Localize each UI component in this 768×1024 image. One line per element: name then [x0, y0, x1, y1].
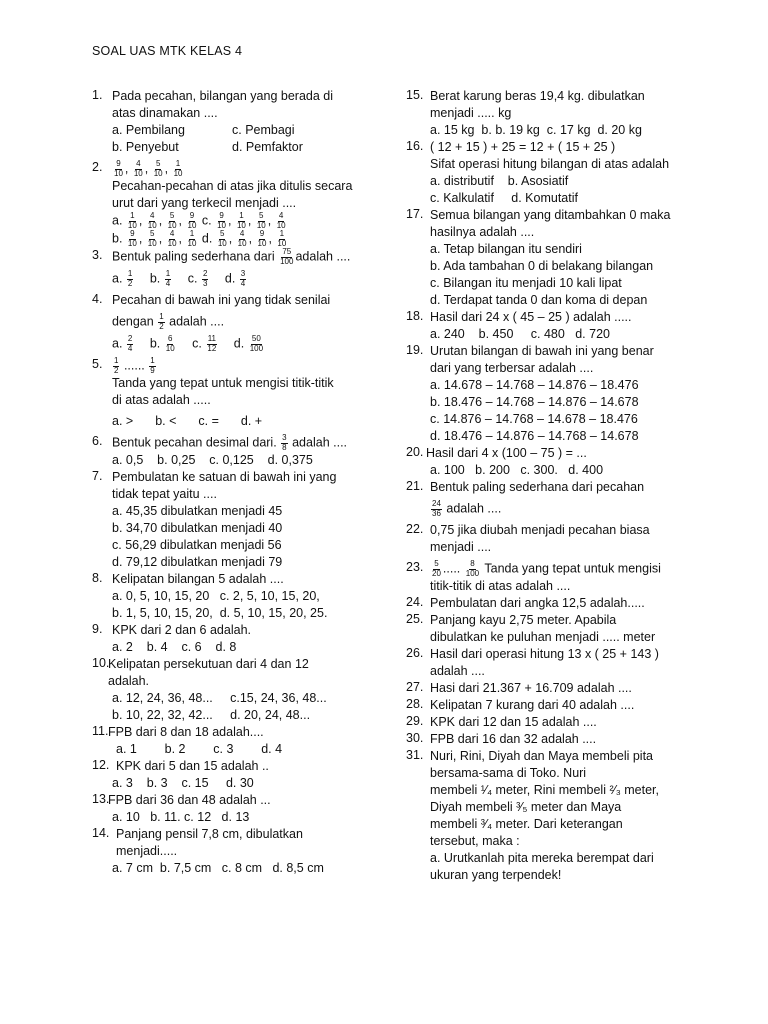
question-23 — [406, 560, 706, 595]
question-20 — [406, 445, 706, 479]
question-number: 2. — [92, 160, 103, 174]
option-b: b. Ada tambahan 0 di belakang bilangan — [430, 259, 654, 273]
options: a. $\frac{1}{2}$ b. $\frac{1}{4}$ c. $\frac{2}{3}$ d. $\frac{3}{4}$ — [112, 269, 246, 288]
question-number: 29. — [406, 714, 424, 728]
question-5 — [92, 357, 392, 430]
question-text: Semua bilangan yang ditambahkan 0 maka — [430, 208, 671, 222]
question-number: 4. — [92, 292, 103, 306]
right-column — [406, 88, 706, 884]
question-17 — [406, 207, 706, 309]
question-text: FPB dari 16 dan 32 adalah .... — [430, 732, 597, 746]
question-25 — [406, 612, 706, 646]
option-d: d. 79,12 dibulatkan menjadi 79 — [112, 555, 283, 569]
question-number: 22. — [406, 522, 424, 536]
question-number: 20. — [406, 445, 424, 459]
question-8 — [92, 571, 392, 622]
options: a. 0,5 b. 0,25 c. 0,125 d. 0,375 — [112, 453, 313, 467]
question-text: a. Urutkanlah pita mereka berempat dari — [430, 851, 654, 865]
question-number: 25. — [406, 612, 424, 626]
question-text: Pembulatan dari angka 12,5 adalah..... — [430, 596, 645, 610]
question-3 — [92, 248, 392, 288]
question-text: adalah. — [108, 674, 150, 688]
question-text: dibulatkan ke puluhan menjadi ..... meter — [430, 630, 656, 644]
question-text: Pecahan di bawah ini yang tidak senilai — [112, 293, 331, 307]
question-text: $\frac{5}{20}$ ..... $\frac{8}{100}$ Tanda yang tepat untuk mengisi — [432, 559, 661, 578]
question-text: menjadi ..... kg — [430, 106, 512, 120]
options-bd: b. 1, 5, 10, 15, 20, d. 5, 10, 15, 20, 25. — [112, 606, 328, 620]
question-text: ukuran yang terpendek! — [430, 868, 562, 882]
question-text: Pembulatan ke satuan di bawah ini yang — [112, 470, 337, 484]
option-a: a. Pembilang — [112, 123, 185, 137]
option-b: b. 18.476 – 14.768 – 14.876 – 14.678 — [430, 395, 639, 409]
option-a: a. 45,35 dibulatkan menjadi 45 — [112, 504, 283, 518]
option-c: c. 14.876 – 14.768 – 14.678 – 18.476 — [430, 412, 638, 426]
fraction-list: $\frac{9}{10}$ , $\frac{4}{10}$ , $\frac{5}{10}$ , $\frac{1}{10}$ — [114, 159, 183, 178]
question-29 — [406, 714, 706, 731]
question-31 — [406, 748, 706, 884]
left-column — [92, 88, 392, 877]
options: a. $\frac{2}{4}$ b. $\frac{6}{10}$ c. $\frac{11}{12}$ d. $\frac{50}{100}$ — [112, 334, 264, 353]
question-text: Hasil dari 24 x ( 45 – 25 ) adalah ..... — [430, 310, 632, 324]
question-24 — [406, 595, 706, 612]
question-11 — [92, 724, 392, 758]
question-text: 0,75 jika diubah menjadi pecahan biasa — [430, 523, 650, 537]
question-text: tidak tepat yaitu .... — [112, 487, 217, 501]
question-28 — [406, 697, 706, 714]
question-text: dari yang terbersar adalah .... — [430, 361, 594, 375]
question-18 — [406, 309, 706, 343]
options-ac: a. 12, 24, 36, 48... c.15, 24, 36, 48... — [112, 691, 327, 705]
option-d: d. Pemfaktor — [232, 140, 303, 154]
question-text: urut dari yang terkecil menjadi .... — [112, 196, 297, 210]
question-text: Panjang kayu 2,75 meter. Apabila — [430, 613, 617, 627]
options: a. > b. < c. = d. + — [112, 414, 263, 428]
question-number: 6. — [92, 434, 103, 448]
question-text: di atas adalah ..... — [112, 393, 211, 407]
question-number: 13. — [92, 792, 110, 806]
options: a. 100 b. 200 c. 300. d. 400 — [430, 463, 604, 477]
question-number: 21. — [406, 479, 424, 493]
question-text: menjadi .... — [430, 540, 492, 554]
question-number: 23. — [406, 560, 424, 574]
question-1 — [92, 88, 392, 156]
question-text: Hasil dari operasi hitung 13 x ( 25 + 143 ) — [430, 647, 659, 661]
fraction-comparison: $\frac{1}{2}$ ...... $\frac{1}{9}$ — [114, 356, 155, 375]
question-text: atas dinamakan .... — [112, 106, 218, 120]
question-number: 15. — [406, 88, 424, 102]
option-b: b. Penyebut — [112, 140, 179, 154]
question-number: 3. — [92, 248, 103, 262]
options: a. 1 b. 2 c. 3 d. 4 — [116, 742, 283, 756]
question-26 — [406, 646, 706, 680]
question-number: 7. — [92, 469, 103, 483]
question-number: 18. — [406, 309, 424, 323]
question-text: menjadi..... — [116, 844, 178, 858]
options: a. 7 cm b. 7,5 cm c. 8 cm d. 8,5 cm — [112, 861, 324, 875]
question-text: Bentuk paling sederhana dari $\frac{75}{100}$ adalah .... — [112, 247, 351, 266]
question-number: 1. — [92, 88, 103, 102]
option-d: d. Terdapat tanda 0 dan koma di depan — [430, 293, 648, 307]
question-number: 27. — [406, 680, 424, 694]
question-27 — [406, 680, 706, 697]
question-text: Pada pecahan, bilangan yang berada di — [112, 89, 334, 103]
question-number: 5. — [92, 357, 103, 371]
options: a. 15 kg b. b. 19 kg c. 17 kg d. 20 kg — [430, 123, 642, 137]
question-19 — [406, 343, 706, 445]
question-number: 9. — [92, 622, 103, 636]
options: a. 10 b. 11. c. 12 d. 13 — [112, 810, 250, 824]
options-bd: b. $\frac{9}{10}$ , $\frac{5}{10}$ , $\frac{4}{10}$ , $\frac{1}{10}$ d. $\frac{5}{10}$ , $\frac{4}{10}$ , $\frac{9}{10}$ , $\frac{1}{10}$ — [112, 229, 287, 248]
options-bd: b. 10, 22, 32, 42... d. 20, 24, 48... — [112, 708, 311, 722]
question-text: Hasi dari 21.367 + 16.709 adalah .... — [430, 681, 632, 695]
question-number: 11. — [92, 724, 109, 738]
question-number: 8. — [92, 571, 103, 585]
question-12 — [92, 758, 392, 792]
question-number: 30. — [406, 731, 424, 745]
option-a: a. Tetap bilangan itu sendiri — [430, 242, 582, 256]
question-14 — [92, 826, 392, 877]
question-text: dengan $\frac{1}{2}$ adalah .... — [112, 312, 225, 331]
question-text: membeli ³⁄₄ meter. Dari keterangan — [430, 817, 623, 831]
question-6 — [92, 434, 392, 469]
question-number: 26. — [406, 646, 424, 660]
question-text: Kelipatan bilangan 5 adalah .... — [112, 572, 284, 586]
options-ab: a. distributif b. Asosiatif — [430, 174, 569, 188]
question-text: Diyah membeli ³⁄₅ meter dan Maya — [430, 800, 622, 814]
question-number: 19. — [406, 343, 424, 357]
options: a. 2 b. 4 c. 6 d. 8 — [112, 640, 237, 654]
question-number: 24. — [406, 595, 424, 609]
option-b: b. 34,70 dibulatkan menjadi 40 — [112, 521, 283, 535]
question-text: Pecahan-pecahan di atas jika ditulis secara — [112, 179, 353, 193]
question-text: Sifat operasi hitung bilangan di atas adalah — [430, 157, 670, 171]
question-number: 14. — [92, 826, 110, 840]
question-number: 10. — [92, 656, 110, 670]
question-13 — [92, 792, 392, 826]
question-21 — [406, 479, 706, 518]
question-7 — [92, 469, 392, 571]
question-10 — [92, 656, 392, 724]
question-text: membeli ¹⁄₄ meter, Rini membeli ²⁄₃ meter, — [430, 783, 660, 797]
question-text: titik-titik di atas adalah .... — [430, 579, 571, 593]
question-text: Kelipatan persekutuan dari 4 dan 12 — [108, 657, 309, 671]
option-a: a. 14.678 – 14.768 – 14.876 – 18.476 — [430, 378, 639, 392]
option-c: c. Pembagi — [232, 123, 295, 137]
question-text: Hasil dari 4 x (100 – 75 ) = ... — [426, 446, 587, 460]
question-text: Kelipatan 7 kurang dari 40 adalah .... — [430, 698, 635, 712]
question-text: KPK dari 2 dan 6 adalah. — [112, 623, 251, 637]
question-text: adalah .... — [430, 664, 485, 678]
question-30 — [406, 731, 706, 748]
question-text: Tanda yang tepat untuk mengisi titik-titik — [112, 376, 334, 390]
question-text: Bentuk paling sederhana dari pecahan — [430, 480, 645, 494]
question-text: ( 12 + 15 ) + 25 = 12 + ( 15 + 25 ) — [430, 140, 616, 154]
question-number: 31. — [406, 748, 424, 762]
question-text: Urutan bilangan di bawah ini yang benar — [430, 344, 654, 358]
question-number: 16. — [406, 139, 424, 153]
question-4 — [92, 292, 392, 353]
question-text: Nuri, Rini, Diyah dan Maya membeli pita — [430, 749, 654, 763]
options-ac: a. $\frac{1}{10}$ , $\frac{4}{10}$ , $\frac{5}{10}$ , $\frac{9}{10}$ c. $\frac{9}{10}$ , $\frac{1}{10}$ , $\frac{5}{10}$ , $\frac{4}{10}$ — [112, 211, 286, 230]
option-d: d. 18.476 – 14.876 – 14.768 – 14.678 — [430, 429, 639, 443]
question-text: $\frac{24}{36}$ adalah .... — [432, 499, 502, 518]
question-9 — [92, 622, 392, 656]
question-2 — [92, 160, 392, 248]
question-text: Panjang pensil 7,8 cm, dibulatkan — [116, 827, 303, 841]
options-cd: c. Kalkulatif d. Komutatif — [430, 191, 578, 205]
option-c: c. Bilangan itu menjadi 10 kali lipat — [430, 276, 622, 290]
question-number: 28. — [406, 697, 424, 711]
question-16 — [406, 139, 706, 207]
options-ac: a. 0, 5, 10, 15, 20 c. 2, 5, 10, 15, 20, — [112, 589, 320, 603]
question-text: Berat karung beras 19,4 kg. dibulatkan — [430, 89, 645, 103]
question-text: FPB dari 36 dan 48 adalah ... — [108, 793, 271, 807]
question-text: KPK dari 12 dan 15 adalah .... — [430, 715, 597, 729]
question-number: 12. — [92, 758, 110, 772]
question-text: Bentuk pecahan desimal dari. $\frac{3}{8}$ adalah .... — [112, 433, 348, 452]
question-number: 17. — [406, 207, 424, 221]
page-title: SOAL UAS MTK KELAS 4 — [92, 44, 243, 58]
option-c: c. 56,29 dibulatkan menjadi 56 — [112, 538, 282, 552]
question-22 — [406, 522, 706, 556]
question-text: KPK dari 5 dan 15 adalah .. — [116, 759, 269, 773]
options: a. 3 b. 3 c. 15 d. 30 — [112, 776, 254, 790]
question-text: bersama-sama di Toko. Nuri — [430, 766, 587, 780]
question-text: FPB dari 8 dan 18 adalah.... — [108, 725, 264, 739]
question-text: hasilnya adalah .... — [430, 225, 535, 239]
question-text: tersebut, maka : — [430, 834, 520, 848]
options: a. 240 b. 450 c. 480 d. 720 — [430, 327, 610, 341]
question-15 — [406, 88, 706, 139]
